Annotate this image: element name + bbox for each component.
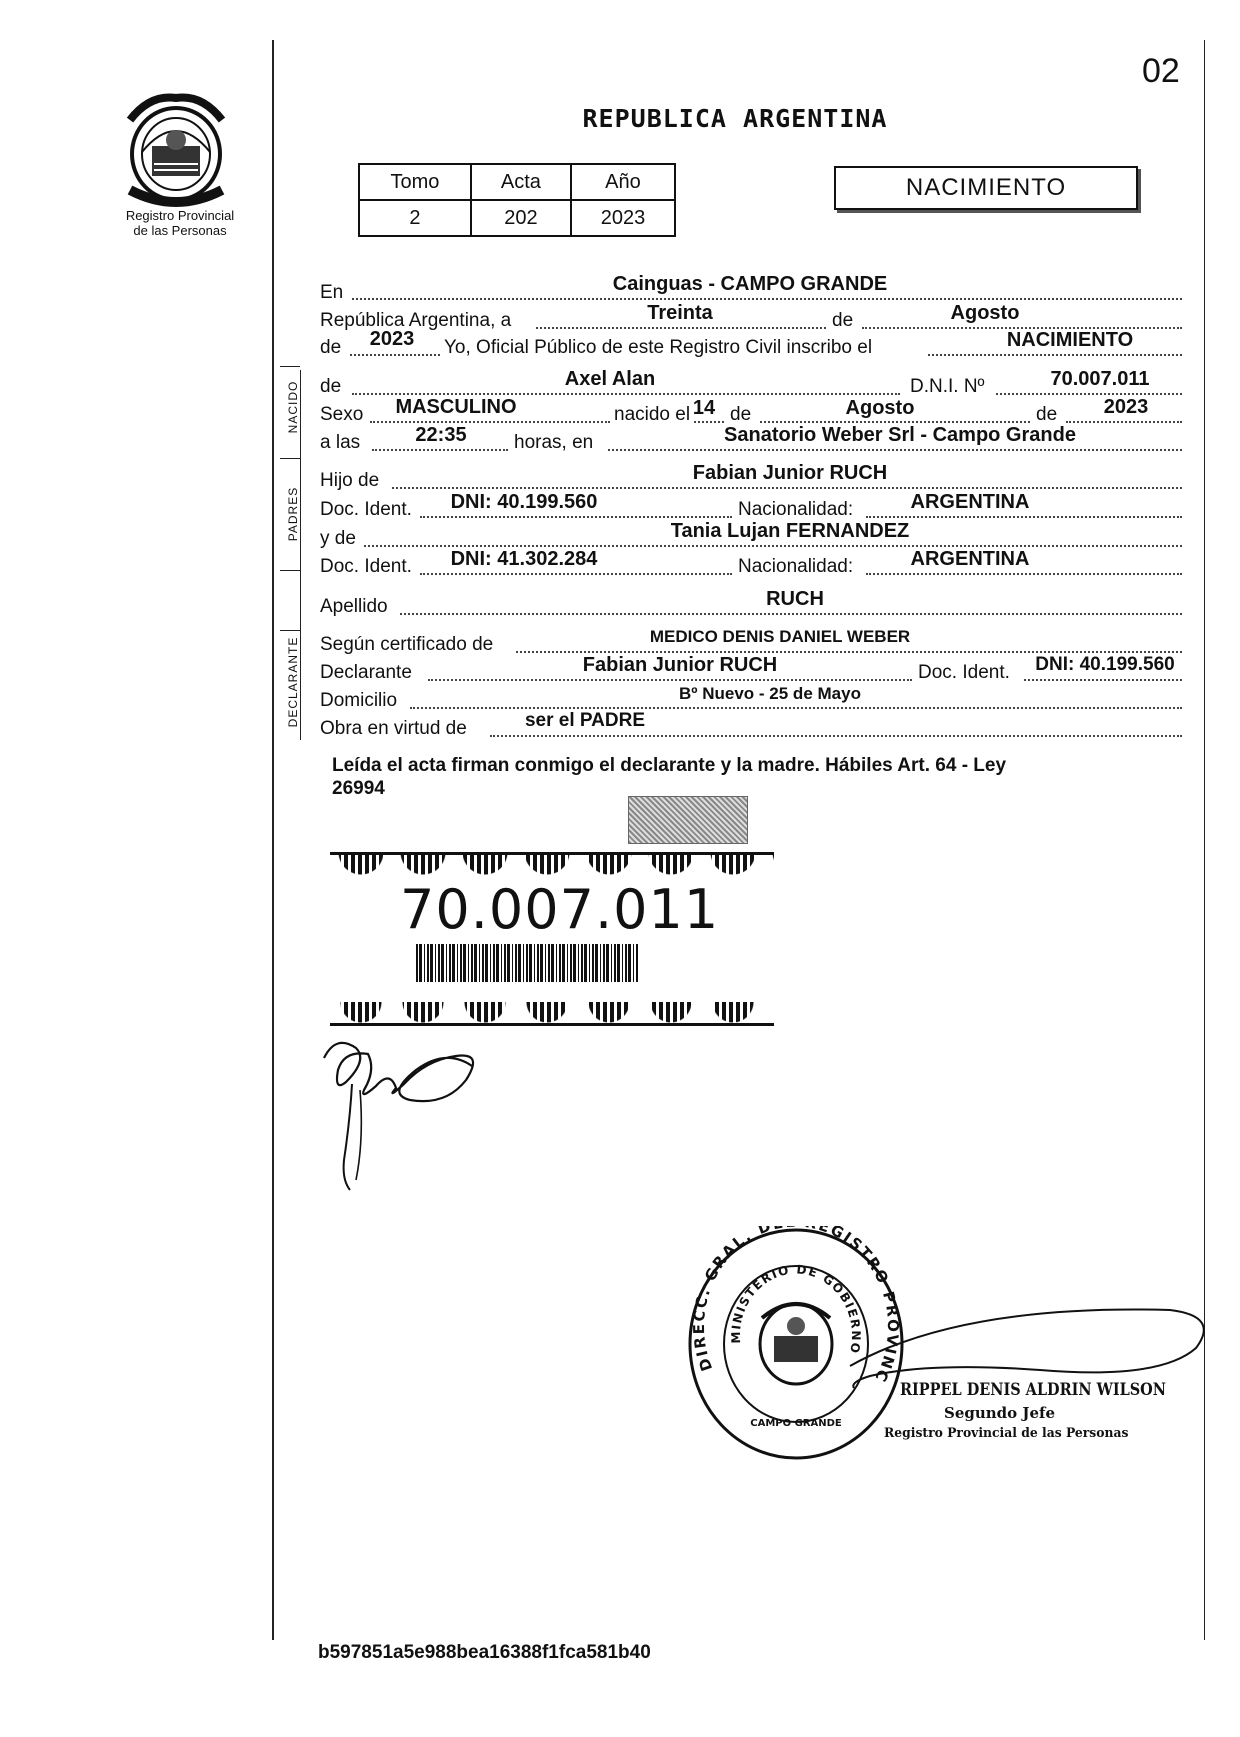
mes-value: Agosto (950, 302, 1020, 324)
record-type-box: NACIMIENTO (834, 166, 1138, 210)
obra-dots (490, 735, 1182, 737)
section-divider-1 (280, 366, 300, 367)
sexo-label: Sexo (320, 404, 364, 425)
nacido-label: nacido el (614, 404, 691, 425)
oficial-text: Yo, Oficial Público de este Registro Civil inscribo el (444, 337, 873, 358)
nac-dia-value: 14 (692, 397, 716, 419)
svg-text:DIRECC. GRAL. DEL REGISTRO PRO: DIRECC. GRAL. D EGISTRO PROVINC (689, 1226, 903, 1387)
hora-value: 22:35 (415, 424, 467, 446)
domicilio-label: Domicilio (320, 690, 398, 711)
declarante-label: Declarante (320, 662, 412, 683)
value-anio: 2023 (571, 200, 675, 236)
logo-caption-line2: de las Personas (133, 223, 227, 238)
apellido-label: Apellido (320, 596, 388, 617)
madre-dots (364, 545, 1182, 547)
page-number: 02 (1142, 52, 1180, 90)
certificado-value: MEDICO DENIS DANIEL WEBER (649, 627, 911, 646)
a-las-label: a las (320, 432, 361, 453)
section-divider-2 (280, 458, 300, 459)
document-hash: b597851a5e988bea16388f1fca581b40 (318, 1642, 651, 1663)
padre-nac-label: Nacionalidad: (738, 499, 854, 520)
svg-text:MINISTERIO DE GOBIERNO: MINISTERIO DE GOBIERNO (728, 1262, 864, 1356)
security-band-bottom-line (330, 1023, 774, 1026)
value-tomo: 2 (359, 200, 471, 236)
dni-value: 70.007.011 (1050, 368, 1150, 390)
declarante-value: Fabian Junior RUCH (582, 654, 778, 676)
obra-value: ser el PADRE (524, 710, 646, 731)
declarante-dots (428, 679, 912, 681)
logo-caption (100, 208, 260, 238)
apellido-value: RUCH (766, 588, 824, 610)
dni-label: D.N.I. Nº (910, 376, 985, 397)
madre-doc-dots (420, 573, 732, 575)
header-tomo: Tomo (359, 164, 471, 200)
value-acta: 202 (471, 200, 571, 236)
side-label-declarante: DECLARANTE (286, 636, 300, 728)
svg-text:CAMPO GRANDE: CAMPO GRANDE (750, 1418, 842, 1429)
nombre-value: Axel Alan (564, 368, 656, 390)
side-label-padres: PADRES (286, 486, 300, 542)
madre-nac-value: ARGENTINA (910, 548, 1030, 570)
segun-label: Según certificado de (320, 634, 494, 655)
en-label: En (320, 282, 344, 303)
nombre-dots (352, 393, 900, 395)
header-acta: Acta (471, 164, 571, 200)
de-label-1: de (832, 310, 854, 331)
official-office: Registro Provincial de las Personas (884, 1426, 1129, 1441)
security-band-top (330, 852, 774, 878)
nac-mes-value: Agosto (845, 397, 915, 419)
madre-value: Tania Lujan FERNANDEZ (670, 520, 910, 542)
de-label-5: de (1036, 404, 1058, 425)
nac-mes-dots (760, 421, 1030, 423)
padre-nac-dots (866, 516, 1182, 518)
section-divider-3 (280, 570, 300, 571)
de-label-2: de (320, 337, 342, 358)
declarante-doc-value: DNI: 40.199.560 (1035, 654, 1175, 675)
nac-anio-value: 2023 (1103, 396, 1149, 418)
hora-dots (372, 449, 508, 451)
closing-text-line2: 26994 (332, 778, 385, 799)
en-dots (352, 298, 1182, 300)
de-label-3: de (320, 376, 342, 397)
padre-doc-label: Doc. Ident. (320, 499, 412, 520)
record-table (358, 163, 676, 237)
declarante-doc-label: Doc. Ident. (918, 662, 1010, 683)
inner-margin-rule (300, 370, 301, 740)
republica-label: República Argentina, a (320, 310, 512, 331)
page-title: REPUBLICA ARGENTINA (582, 104, 888, 133)
provincial-emblem-logo (120, 90, 232, 208)
horas-en-label: horas, en (514, 432, 594, 453)
dni-dots (996, 393, 1182, 395)
nac-anio-dots (1066, 421, 1182, 423)
logo-caption-line1: Registro Provincial (125, 208, 235, 223)
madre-nac-dots (866, 573, 1182, 575)
padre-nac-value: ARGENTINA (910, 491, 1030, 513)
madre-doc-label: Doc. Ident. (320, 556, 412, 577)
tipo-value: NACIMIENTO (1006, 329, 1134, 351)
anio-dots (350, 354, 440, 356)
de-label-4: de (730, 404, 752, 425)
madre-nac-label: Nacionalidad: (738, 556, 854, 577)
padre-doc-dots (420, 516, 732, 518)
en-value: Cainguas - CAMPO GRANDE (612, 273, 888, 295)
hijo-label: Hijo de (320, 470, 380, 491)
domicilio-value: Bº Nuevo - 25 de Mayo (679, 684, 861, 703)
padre-doc-value: DNI: 40.199.560 (450, 491, 598, 513)
barcode (416, 944, 638, 982)
padre-dots (392, 487, 1182, 489)
header-anio: Año (571, 164, 675, 200)
nac-dia-dots (694, 421, 724, 423)
lugar-value: Sanatorio Weber Srl - Campo Grande (724, 424, 1076, 446)
sexo-value: MASCULINO (395, 396, 517, 418)
declarante-doc-dots (1024, 679, 1182, 681)
padre-value: Fabian Junior RUCH (692, 462, 888, 484)
y-de-label: y de (320, 528, 356, 549)
official-name: RIPPEL DENIS ALDRIN WILSON (900, 1380, 1166, 1400)
security-band-top-line (330, 852, 774, 855)
lugar-dots (608, 449, 1182, 451)
side-label-nacido: NACIDO (286, 380, 300, 434)
sexo-dots (370, 421, 610, 423)
left-margin-rule (272, 40, 274, 1640)
apellido-dots (400, 613, 1182, 615)
declarant-signature (316, 1030, 496, 1200)
madre-doc-value: DNI: 41.302.284 (450, 548, 598, 570)
closing-text (332, 754, 1182, 800)
dia-value: Treinta (647, 302, 713, 324)
coat-of-arms-icon (120, 90, 232, 208)
section-divider-4 (280, 630, 300, 631)
tipo-dots (928, 354, 1182, 356)
security-hologram-seal (628, 796, 748, 844)
handwritten-signature-icon (316, 1030, 496, 1200)
closing-text-line1: Leída el acta firman conmigo el declarante y la madre. Hábiles Art. 64 - Ley (332, 755, 1007, 776)
anio-value: 2023 (369, 328, 415, 350)
official-title: Segundo Jefe (944, 1404, 1056, 1422)
certificado-dots (516, 651, 1182, 653)
domicilio-dots (410, 707, 1182, 709)
obra-label: Obra en virtud de (320, 718, 467, 739)
barcode-number: 70.007.011 (400, 878, 720, 941)
dia-dots (536, 327, 826, 329)
